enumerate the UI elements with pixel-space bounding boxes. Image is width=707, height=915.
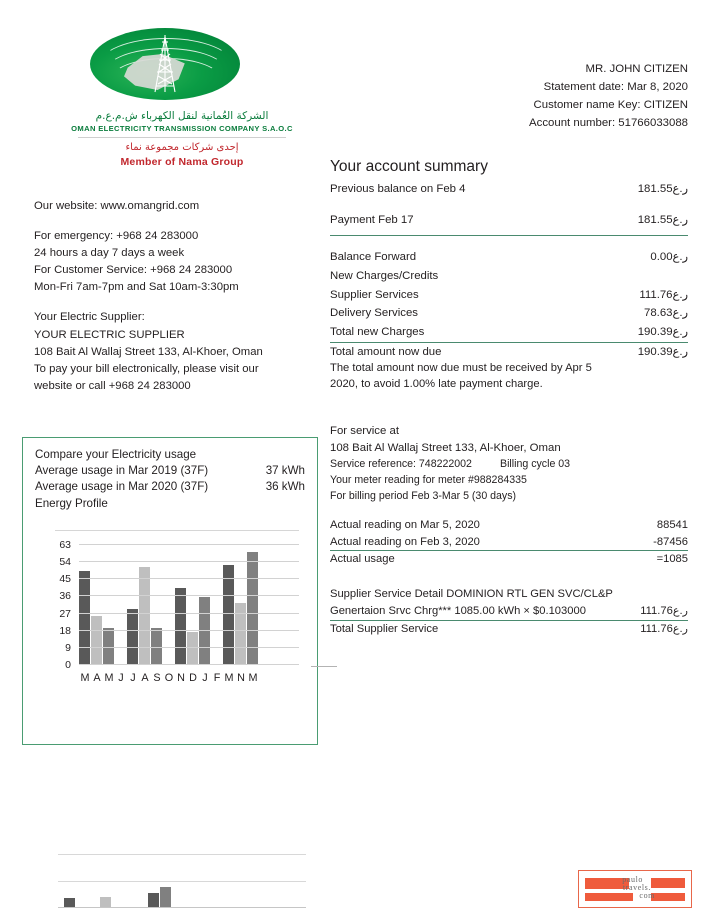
company-name-arabic: الشركة العُمانية لنقل الكهرباء ش.م.ع.م — [95, 110, 269, 122]
chart-plot-area — [59, 539, 299, 671]
bottom-chart-baseline — [58, 907, 306, 908]
bottom-chart-bars — [64, 846, 304, 907]
total-due-label: Total amount now due — [330, 345, 442, 358]
pay-instruction-line-1: To pay your bill electronically, please visit our — [34, 362, 259, 375]
bottom-chart-bar — [160, 887, 171, 907]
company-logo — [62, 28, 302, 168]
usage-card-title: Compare your Electricity usage — [35, 448, 197, 461]
actual-usage-label: Actual usage — [330, 553, 395, 566]
chart-y-tick-label: 0 — [65, 659, 71, 671]
chart-bar — [223, 565, 234, 664]
charge-row-total-new-charges — [330, 323, 688, 342]
reading-value: 88541 — [656, 518, 688, 531]
total-amount-due-row — [330, 343, 688, 362]
right-column — [330, 60, 688, 638]
website-block — [34, 198, 330, 215]
due-date-note-line-2: 2020, to avoid 1.00% late payment charge. — [330, 378, 543, 391]
charge-row-label: Supplier Services — [330, 288, 419, 301]
chart-x-label: F — [213, 672, 221, 684]
chart-gridline — [59, 573, 299, 586]
left-column — [34, 28, 330, 395]
summary-row-label: Payment Feb 17 — [330, 213, 414, 226]
chart-x-label: O — [164, 672, 174, 684]
chart-bar — [127, 609, 138, 664]
group-name-english: Member of Nama Group — [120, 155, 244, 168]
statement-date: Statement date: Mar 8, 2020 — [543, 81, 688, 94]
meter-reading-row-current — [330, 517, 688, 534]
chart-bar — [79, 571, 90, 664]
usage-row — [35, 479, 305, 495]
chart-x-label: A — [93, 672, 101, 684]
supplier-detail-heading-row — [330, 586, 688, 603]
chart-x-label: M — [80, 672, 90, 684]
chart-x-label: M — [224, 672, 234, 684]
reading-label: Actual reading on Feb 3, 2020 — [330, 535, 480, 548]
charge-row-new-charges-credits — [330, 267, 688, 286]
total-due-amount: 190.39ر.ع — [637, 345, 688, 358]
chart-gridline — [59, 590, 299, 603]
usage-row — [35, 463, 305, 479]
chart-bar — [175, 588, 186, 664]
website-line[interactable]: Our website: www.omangrid.com — [34, 199, 200, 212]
chart-y-tick-label: 27 — [59, 607, 71, 620]
supplier-address: 108 Bait Al Wallaj Street 133, Al-Khoer, Oman — [34, 345, 263, 358]
supplier-heading: Your Electric Supplier: — [34, 311, 145, 324]
emergency-line: For emergency: +968 24 283000 — [34, 229, 199, 242]
supplier-service-detail-section — [330, 586, 688, 637]
chart-y-tick-label: 36 — [59, 590, 71, 603]
customer-name-key: Customer name Key: CITIZEN — [533, 99, 688, 112]
group-name-arabic: إحدى شركات مجموعة نماء — [125, 142, 239, 154]
paulo-travels-watermark — [578, 870, 692, 908]
charge-row-balance-forward — [330, 248, 688, 267]
charge-row-delivery-services — [330, 304, 688, 323]
chart-x-label: D — [189, 672, 197, 684]
charge-row-label: New Charges/Credits — [330, 269, 439, 282]
charge-row-label: Balance Forward — [330, 251, 417, 264]
summary-row-amount: 181.55ر.ع — [637, 183, 688, 196]
charge-row-label: Delivery Services — [330, 307, 418, 320]
supplier-name: YOUR ELECTRIC SUPPLIER — [34, 328, 185, 341]
usage-row-label: Average usage in Mar 2019 (37F) — [35, 464, 209, 477]
customer-header — [330, 60, 688, 132]
chart-gridline — [59, 607, 299, 620]
charge-row-amount: 111.76ر.ع — [639, 288, 688, 301]
bottom-chart-bar — [64, 898, 75, 907]
chart-x-label: M — [104, 672, 114, 684]
phone-block — [34, 228, 330, 297]
chart-gridline — [59, 539, 299, 551]
service-reference: Service reference: 748222002 — [330, 458, 472, 471]
chart-x-axis-labels — [79, 672, 299, 684]
service-reference-row — [330, 457, 688, 473]
service-details-section — [330, 423, 688, 568]
chart-y-tick-label: 63 — [59, 539, 71, 551]
total-supplier-amount: 111.76ر.ع — [640, 622, 688, 635]
summary-row-previous-balance — [330, 180, 688, 199]
summary-row-payment — [330, 211, 688, 230]
chart-gridline — [65, 641, 299, 654]
emergency-hours: 24 hours a day 7 days a week — [34, 246, 185, 259]
chart-x-label: J — [202, 672, 208, 684]
customer-name: MR. JOHN CITIZEN — [585, 63, 688, 75]
summary-row-label: Previous balance on Feb 4 — [330, 183, 466, 196]
tower-svg — [152, 34, 178, 94]
chart-right-tick — [311, 666, 337, 667]
chart-x-label: A — [141, 672, 149, 684]
transmission-tower-logo-icon — [90, 28, 240, 100]
supplier-block — [34, 309, 330, 395]
summary-row-amount: 181.55ر.ع — [637, 213, 688, 226]
charge-row-amount: 78.63ر.ع — [644, 307, 688, 320]
chart-y-tick-label: 9 — [65, 641, 71, 654]
chart-y-tick-label: 18 — [59, 624, 71, 637]
chart-x-label: J — [118, 672, 124, 684]
watermark-line-1: paulo — [622, 875, 643, 884]
usage-row-label: Average usage in Mar 2020 (37F) — [35, 480, 209, 494]
customer-service-line: For Customer Service: +968 24 283000 — [34, 264, 233, 277]
bottom-partial-chart — [22, 846, 322, 915]
actual-usage-row — [330, 551, 688, 568]
pay-instruction-line-2: website or call +968 24 283000 — [34, 380, 191, 393]
generation-charge-amount: 111.76ر.ع — [640, 605, 688, 618]
charge-row-amount: 0.00ر.ع — [650, 251, 688, 264]
billing-cycle: Billing cycle 03 — [500, 458, 571, 471]
total-supplier-service-row — [330, 621, 688, 638]
generation-charge-row — [330, 603, 688, 620]
generation-charge-label: Genertaion Srvc Chrg*** 1085.00 kWh × $0.103000 — [330, 605, 586, 618]
usage-row-value: 37 kWh — [265, 464, 305, 477]
charge-row-amount: 190.39ر.ع — [637, 325, 688, 338]
chart-x-label: M — [248, 672, 258, 684]
due-date-note-line-1: The total amount now due must be received by Apr 5 — [330, 362, 592, 375]
for-service-at-label: For service at — [330, 425, 399, 437]
reading-value: -87456 — [653, 535, 688, 548]
company-name-english: OMAN ELECTRICITY TRANSMISSION COMPANY S.A.O.C — [71, 124, 293, 134]
watermark-line-2: travels. — [622, 883, 651, 892]
chart-x-label: S — [153, 672, 161, 684]
chart-gridline — [59, 624, 299, 637]
electricity-usage-card — [22, 437, 318, 745]
contact-information — [34, 198, 330, 396]
charge-row-label: Total new Charges — [330, 325, 425, 338]
energy-profile-bar-chart — [23, 526, 319, 734]
meter-reading-line: Your meter reading for meter #988284335 — [330, 474, 527, 487]
bottom-chart-bar — [100, 897, 111, 907]
chart-gridline — [65, 659, 299, 671]
watermark-line-3: com — [639, 891, 655, 900]
actual-usage-value: =1085 — [656, 553, 688, 566]
logo-divider — [78, 137, 286, 138]
chart-x-label: N — [177, 672, 185, 684]
chart-y-tick-label: 45 — [59, 573, 71, 586]
chart-x-label: J — [130, 672, 136, 684]
chart-bar — [91, 616, 102, 664]
chart-x-label: N — [237, 672, 245, 684]
account-summary-section — [330, 158, 688, 393]
total-supplier-label: Total Supplier Service — [330, 622, 439, 635]
service-address: 108 Bait Al Wallaj Street 133, Al-Khoer, Oman — [330, 442, 561, 455]
supplier-detail-heading: Supplier Service Detail DOMINION RTL GEN SVC/CL&P — [330, 588, 613, 601]
usage-card-text — [23, 438, 317, 512]
energy-profile-label: Energy Profile — [35, 496, 108, 510]
reading-label: Actual reading on Mar 5, 2020 — [330, 518, 480, 531]
charge-row-supplier-services — [330, 286, 688, 305]
chart-gridline — [59, 556, 299, 569]
chart-y-tick-label: 54 — [59, 556, 71, 569]
customer-service-hours: Mon-Fri 7am-7pm and Sat 10am-3:30pm — [34, 281, 239, 294]
bottom-chart-bar — [148, 893, 159, 907]
chart-bar — [139, 567, 150, 664]
account-summary-title: Your account summary — [330, 158, 488, 176]
billing-period-line: For billing period Feb 3-Mar 5 (30 days) — [330, 490, 517, 502]
usage-row-value: 36 kWh — [265, 480, 305, 494]
account-number: Account number: 51766033088 — [529, 117, 688, 130]
meter-reading-row-previous — [330, 534, 688, 551]
chart-top-rule — [55, 530, 299, 531]
